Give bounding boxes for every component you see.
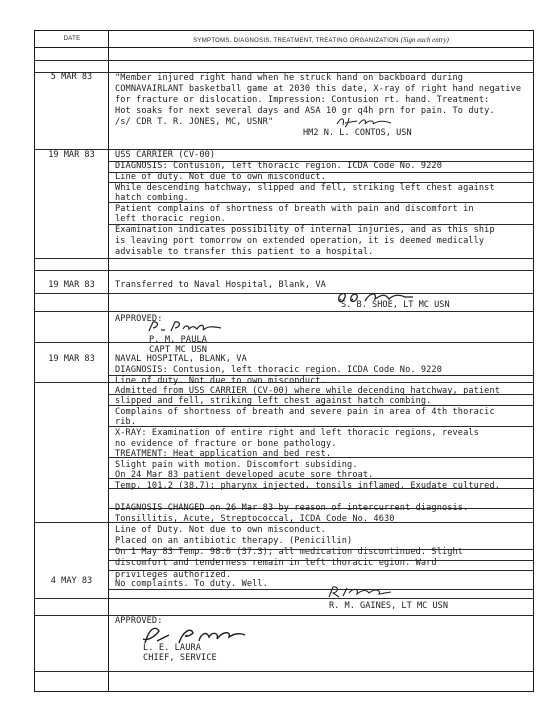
entry-line: Slight pain with motion. Discomfort subsiding.	[115, 460, 358, 470]
entry-line: Complains of shortness of breath and severe pain in area of 4th thoracic	[115, 407, 495, 417]
entry-line: Placed on an antibiotic therapy. (Penicillin)	[115, 536, 353, 546]
row-rule	[35, 671, 533, 672]
entry-line: While descending hatchway, slipped and fell, striking left chest against	[115, 183, 495, 193]
entry-date: 19 MAR 83	[48, 354, 95, 364]
entry-line: /s/ CDR T. R. JONES, MC, USNR"	[115, 117, 274, 127]
entry-line: for fracture or dislocation. Impression: Contusion rt. hand. Treatment:	[115, 95, 490, 105]
entry-line: DIAGNOSIS: Contusion, left thoracic region. ICDA Code No. 9220	[115, 161, 442, 171]
entry-line: rib.	[115, 417, 137, 427]
contos-signature	[335, 115, 395, 129]
row-rule	[35, 598, 533, 599]
entry-line: "Member injured right hand when he struck hand on backboard during	[115, 73, 464, 83]
entry-line: NAVAL HOSPITAL, BLANK, VA	[115, 354, 247, 364]
entry-line: hatch combing.	[115, 193, 189, 203]
entry-line: USS CARRIER (CV-00)	[115, 150, 216, 160]
entry-line: Hot soaks for next several days and ASA 10 gr q4h prn for pain. To duty.	[115, 106, 495, 116]
entry-line: TREATMENT: Heat application and bed rest.	[115, 449, 332, 459]
entry-line: X-RAY: Examination of entire right and left thoracic regions, reveals	[115, 428, 479, 438]
entry-date: 5 MAR 83	[50, 72, 93, 82]
entry-line: COMNAVAIRLANT basketball game at 2030 this date, X-ray of right hand negative	[115, 84, 522, 94]
row-rule	[35, 60, 533, 61]
paula-signature	[145, 319, 225, 335]
sign-entry-note: (Sign each entry)	[400, 36, 449, 44]
entry-date: 19 MAR 83	[48, 150, 95, 160]
form-header	[35, 31, 533, 48]
entry-line: is leaving port tomorrow on extended operation, it is deemed medically	[115, 236, 485, 246]
approved-label: APPROVED:	[115, 616, 163, 626]
entry-date: 19 MAR 83	[48, 280, 95, 290]
entry-line: left thoracic region.	[115, 214, 226, 224]
row-rule	[109, 426, 533, 427]
approver-title: CHIEF, SERVICE	[143, 653, 217, 663]
symptoms-column-header	[109, 36, 533, 44]
gaines-signature	[325, 584, 395, 600]
entry-line: Line of Duty. Not due to own misconduct.	[115, 525, 326, 535]
row-rule	[35, 258, 533, 259]
entry-line: Transferred to Naval Hospital, Blank, VA	[115, 280, 326, 290]
chronological-record-form	[34, 30, 534, 692]
approver-name: P. M. PAULA	[149, 335, 208, 345]
entry-line: Temp. 101.2 (38.7); pharynx injected, tonsils inflamed. Exudate cultured.	[115, 481, 500, 491]
entry-line: On 1 May 83 Temp. 98.6 (37.3); all medication discontinued. Slight	[115, 547, 464, 557]
row-rule	[35, 311, 533, 312]
signer-name: S. B. SHOE, LT MC USN	[341, 300, 450, 310]
entry-line: DIAGNOSIS CHANGED on 26 Mar 83 by reason of intercurrent diagnosis.	[115, 503, 469, 513]
approver-rank: CAPT MC USN	[149, 345, 208, 355]
approver-name: L. E. LAURA	[143, 643, 202, 653]
row-rule	[35, 149, 533, 150]
entry-line: slipped and fell, striking left chest against hatch combing.	[115, 396, 432, 406]
entry-line: Admitted from USS CARRIER (CV-00) where while decending hatchway, patient	[115, 386, 500, 396]
row-rule	[35, 270, 533, 271]
entry-line: no evidence of fracture or bone pathology.	[115, 439, 337, 449]
signer-name: R. M. GAINES, LT MC USN	[329, 601, 448, 611]
entry-date: 4 MAY 83	[50, 576, 93, 586]
entry-line: advisable to transfer this patient to a hospital.	[115, 247, 374, 257]
row-rule	[35, 615, 533, 616]
date-column-header: DATE	[63, 36, 81, 42]
approved-label: APPROVED:	[115, 314, 163, 324]
entry-line: Line of duty. Not due to own misconduct.	[115, 172, 326, 182]
entry-line: Examination indicates possibility of internal injuries, and as this ship	[115, 225, 495, 235]
entry-line: Line of duty. Not due to own misconduct.	[115, 376, 326, 386]
entry-line: On 24 Mar 83 patient developed acute sore throat.	[115, 470, 374, 480]
entry-line: Tonsillitis, Acute, Streptococcal, ICDA Code No. 4630	[115, 514, 395, 524]
symptoms-header-label: SYMPTOMS, DIAGNOSIS, TREATMENT, TREATING ORGANIZATION	[193, 38, 399, 44]
row-rule	[109, 589, 533, 590]
column-divider	[108, 31, 109, 691]
entry-line: DIAGNOSIS: Contusion, left thoracic region. ICDA Code No. 9220	[115, 365, 442, 375]
row-rule	[35, 293, 533, 294]
row-rule	[35, 342, 533, 343]
entry-line: No complaints. To duty. Well.	[115, 579, 268, 589]
entry-line: Patient complains of shortness of breath with pain and discomfort in	[115, 204, 474, 214]
entry-line: privileges authorized.	[115, 570, 232, 580]
entry-line: discomfort and tenderness remain in left thoracic egion. Ward	[115, 558, 437, 568]
signer-name: HM2 N. L. CONTOS, USN	[303, 128, 412, 138]
